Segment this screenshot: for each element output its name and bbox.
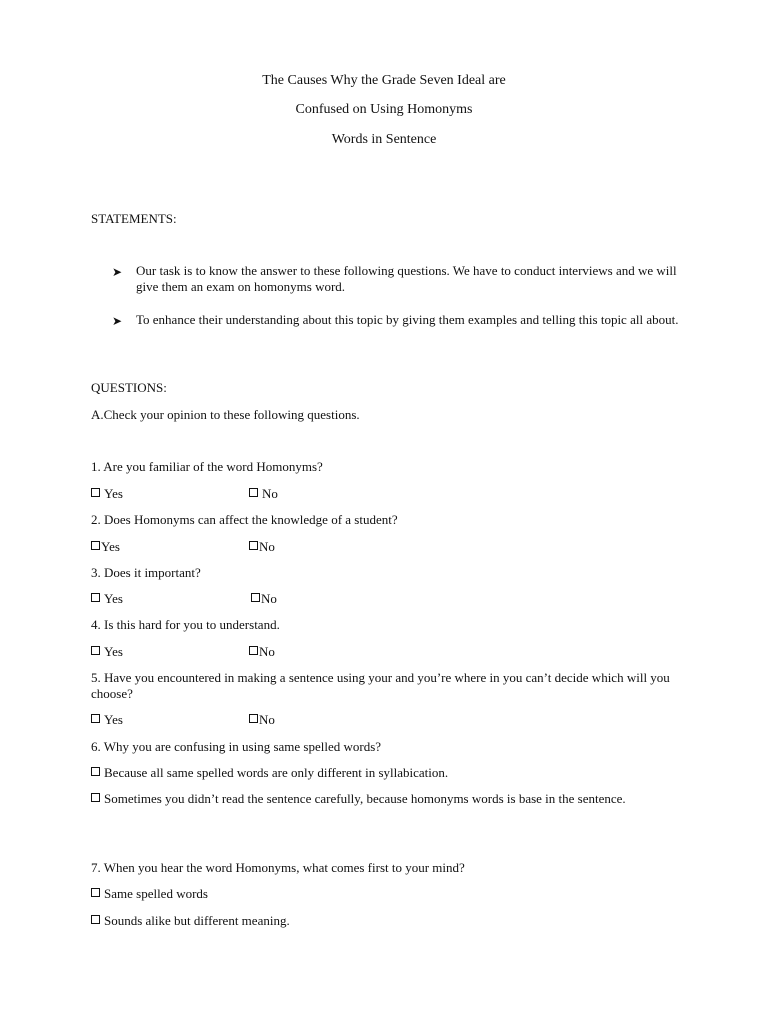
checkbox-icon[interactable] [91, 541, 100, 550]
q3-no-option[interactable] [251, 591, 277, 607]
question-7: 7. When you hear the word Homonyms, what comes first to your mind? [91, 860, 465, 875]
q3-yes-label: Yes [104, 591, 123, 606]
q6-option-2[interactable] [91, 791, 681, 807]
q4-yes-option[interactable] [91, 644, 123, 660]
q3-yes-option[interactable] [91, 591, 123, 607]
q2-yes-label: Yes [101, 539, 120, 554]
q5-yes-label: Yes [104, 712, 123, 727]
arrow-bullet-icon: ➤ [112, 314, 123, 328]
question-1: 1. Are you familiar of the word Homonyms? [91, 459, 323, 474]
q4-yes-label: Yes [104, 644, 123, 659]
title-line-1: The Causes Why the Grade Seven Ideal are [262, 73, 506, 88]
arrow-bullet-icon: ➤ [112, 265, 123, 279]
question-6: 6. Why you are confusing in using same spelled words? [91, 739, 382, 754]
statements-heading: STATEMENTS: [91, 211, 177, 226]
q2-no-option[interactable] [249, 539, 275, 555]
q6-option-1[interactable] [91, 765, 448, 781]
q1-yes-label: Yes [104, 486, 123, 501]
checkbox-icon[interactable] [249, 541, 258, 550]
checkbox-icon[interactable] [91, 767, 100, 776]
q1-no-option[interactable] [249, 486, 278, 502]
statement-item-2: To enhance their understanding about this topic by giving them examples and telling this topic all about. [136, 312, 679, 327]
q4-no-label: No [259, 644, 275, 659]
q7-option-1[interactable] [91, 886, 208, 902]
checkbox-icon[interactable] [91, 646, 100, 655]
q2-yes-option[interactable] [91, 539, 120, 555]
q5-no-option[interactable] [249, 712, 275, 728]
question-5: 5. Have you encountered in making a sentence using your and you’re where in you can’t decide which will you choose? [91, 670, 670, 701]
checkbox-icon[interactable] [251, 593, 260, 602]
checkbox-icon[interactable] [249, 646, 258, 655]
questions-instruction: A.Check your opinion to these following questions. [91, 407, 360, 422]
question-4: 4. Is this hard for you to understand. [91, 617, 280, 632]
q6-option-2-label: Sometimes you didn’t read the sentence carefully, because homonyms words is base in the sentence. [104, 791, 626, 806]
q5-no-label: No [259, 712, 275, 727]
checkbox-icon[interactable] [91, 714, 100, 723]
checkbox-icon[interactable] [249, 714, 258, 723]
checkbox-icon[interactable] [91, 488, 100, 497]
q6-option-1-label: Because all same spelled words are only different in syllabication. [104, 765, 449, 780]
q7-option-1-label: Same spelled words [104, 886, 208, 901]
checkbox-icon[interactable] [91, 915, 100, 924]
q1-yes-option[interactable] [91, 486, 123, 502]
q4-no-option[interactable] [249, 644, 275, 660]
checkbox-icon[interactable] [91, 888, 100, 897]
checkbox-icon[interactable] [91, 593, 100, 602]
q7-option-2-label: Sounds alike but different meaning. [104, 913, 290, 928]
q1-no-label: No [262, 486, 278, 501]
q5-yes-option[interactable] [91, 712, 123, 728]
q3-no-label: No [261, 591, 277, 606]
title-line-2: Confused on Using Homonyms [295, 102, 473, 117]
question-2: 2. Does Homonyms can affect the knowledge of a student? [91, 512, 398, 527]
checkbox-icon[interactable] [249, 488, 258, 497]
questions-heading: QUESTIONS: [91, 380, 167, 395]
statement-item-1: Our task is to know the answer to these following questions. We have to conduct interviews and we will give them an exam on homonyms word. [136, 263, 677, 294]
title-line-3: Words in Sentence [331, 132, 437, 147]
q2-no-label: No [259, 539, 275, 554]
checkbox-icon[interactable] [91, 793, 100, 802]
q7-option-2[interactable] [91, 913, 290, 929]
question-3: 3. Does it important? [91, 565, 201, 580]
